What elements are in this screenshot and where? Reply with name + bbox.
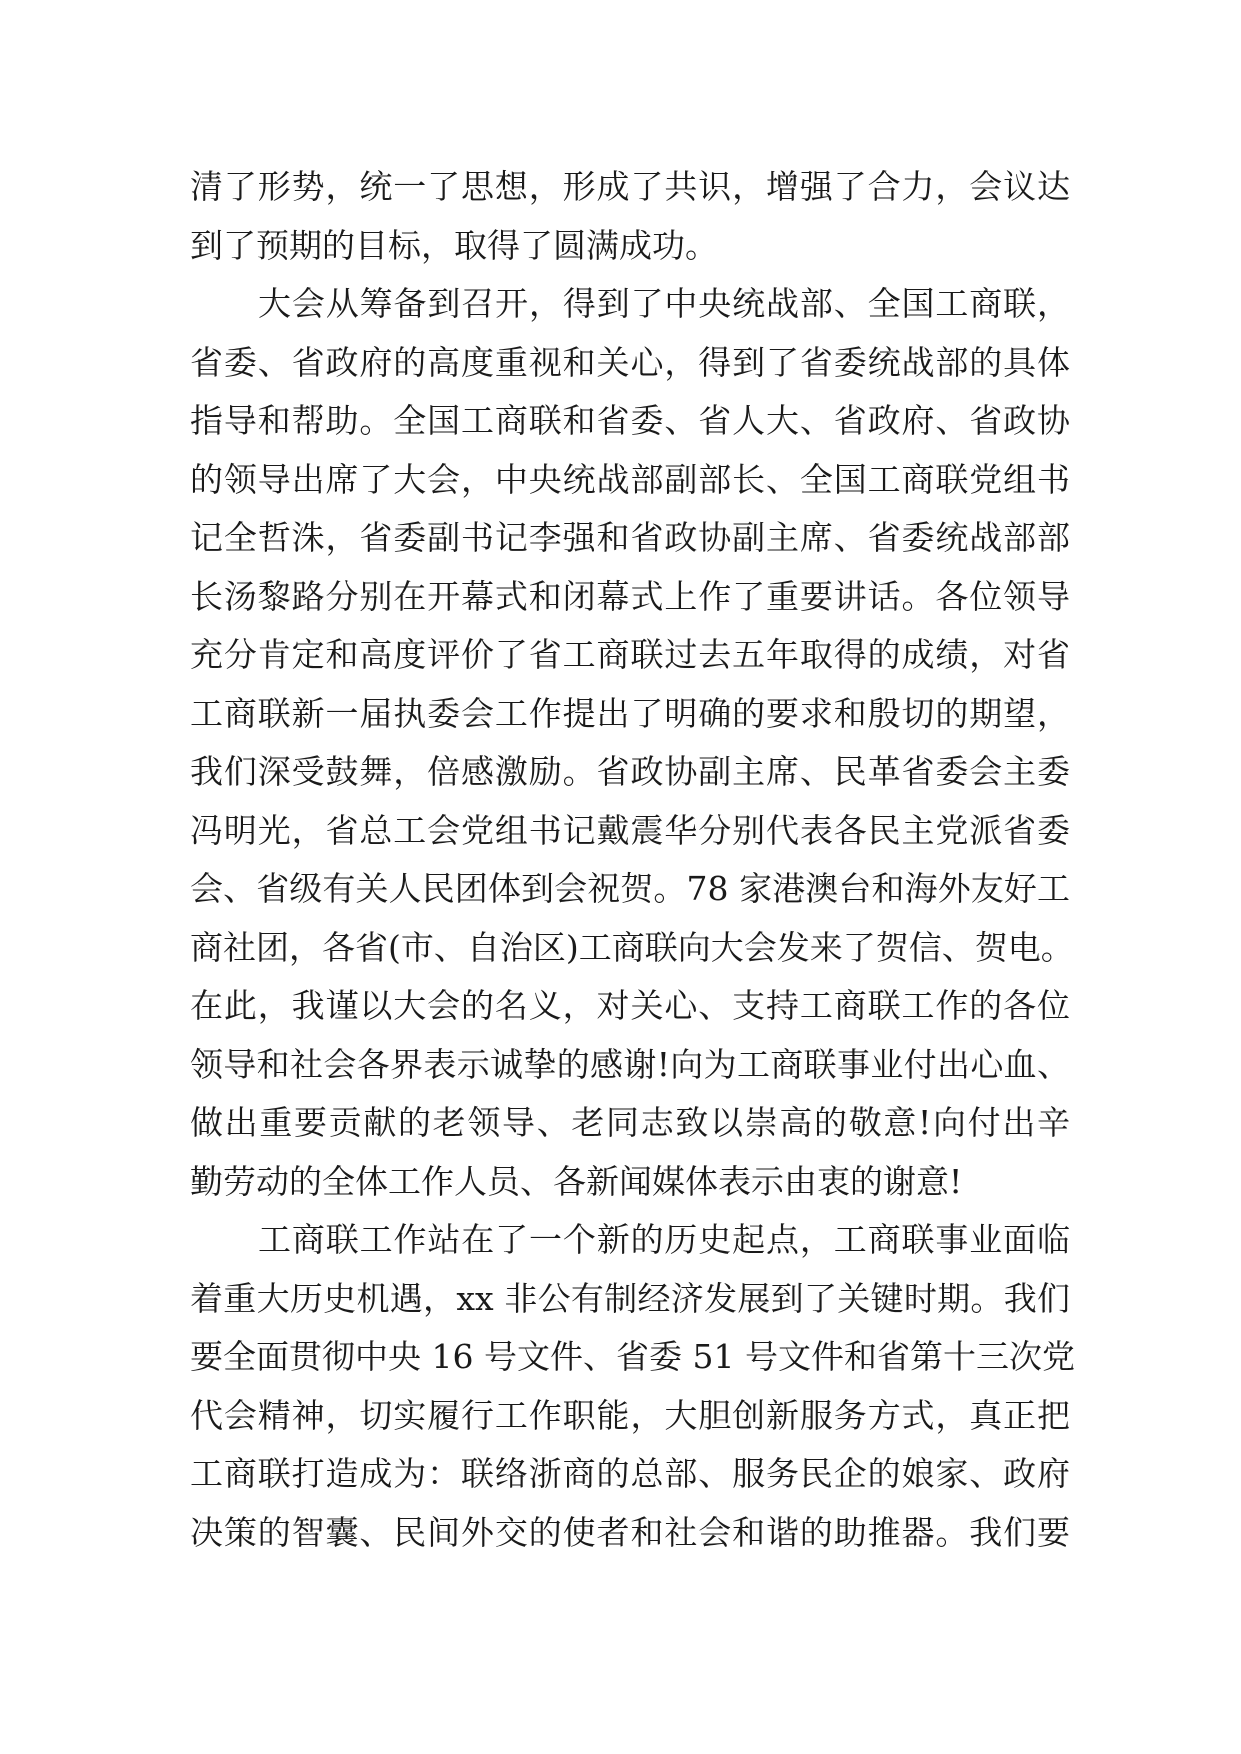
text-line: 工商联工作站在了一个新的历史起点，工商联事业面临 xyxy=(258,1220,1070,1259)
text-line: 省委、省政府的高度重视和关心，得到了省委统战部的具体 xyxy=(190,342,1070,382)
text-line: 在此，我谨以大会的名义，对关心、支持工商联工作的各位 xyxy=(190,986,1070,1025)
text-line: 记全哲洙，省委副书记李强和省政协副主席、省委统战部部 xyxy=(190,518,1070,557)
text-line: 会、省级有关人民团体到会祝贺。78 家港澳台和海外友好工 xyxy=(190,869,1070,908)
text-line: 勤劳动的全体工作人员、各新闻媒体表示由衷的谢意! xyxy=(190,1161,963,1201)
text-line: 工商联打造成为：联络浙商的总部、服务民企的娘家、政府 xyxy=(190,1454,1070,1493)
text-line: 着重大历史机遇，xx 非公有制经济发展到了关键时期。我们 xyxy=(190,1278,1070,1318)
text-line: 长汤黎路分别在开幕式和闭幕式上作了重要讲话。各位领导 xyxy=(190,576,1070,616)
text-line: 我们深受鼓舞，倍感激励。省政协副主席、民革省委会主委 xyxy=(190,752,1070,791)
document-body xyxy=(190,158,1075,1562)
text-line: 决策的智囊、民间外交的使者和社会和谐的助推器。我们要 xyxy=(190,1512,1070,1552)
text-line: 工商联新一届执委会工作提出了明确的要求和殷切的期望， xyxy=(190,693,1070,733)
text-line: 充分肯定和高度评价了省工商联过去五年取得的成绩，对省 xyxy=(190,635,1070,674)
text-line: 大会从筹备到召开，得到了中央统战部、全国工商联， xyxy=(258,284,1070,323)
text-line: 冯明光，省总工会党组书记戴震华分别代表各民主党派省委 xyxy=(190,810,1070,850)
text-line: 商社团，各省(市、自治区)工商联向大会发来了贺信、贺电。 xyxy=(190,927,1074,967)
text-line: 清了形势，统一了思想，形成了共识，增强了合力，会议达 xyxy=(190,167,1070,206)
text-line: 指导和帮助。全国工商联和省委、省人大、省政府、省政协 xyxy=(190,401,1070,440)
text-line: 的领导出席了大会，中央统战部副部长、全国工商联党组书 xyxy=(190,459,1070,499)
text-line: 要全面贯彻中央 16 号文件、省委 51 号文件和省第十三次党 xyxy=(190,1337,1075,1376)
text-line: 代会精神，切实履行工作职能，大胆创新服务方式，真正把 xyxy=(190,1395,1070,1435)
text-line: 领导和社会各界表示诚挚的感谢!向为工商联事业付出心血、 xyxy=(190,1044,1070,1084)
text-line: 做出重要贡献的老领导、老同志致以崇高的敬意!向付出辛 xyxy=(190,1103,1070,1142)
text-line: 到了预期的目标，取得了圆满成功。 xyxy=(190,225,718,265)
